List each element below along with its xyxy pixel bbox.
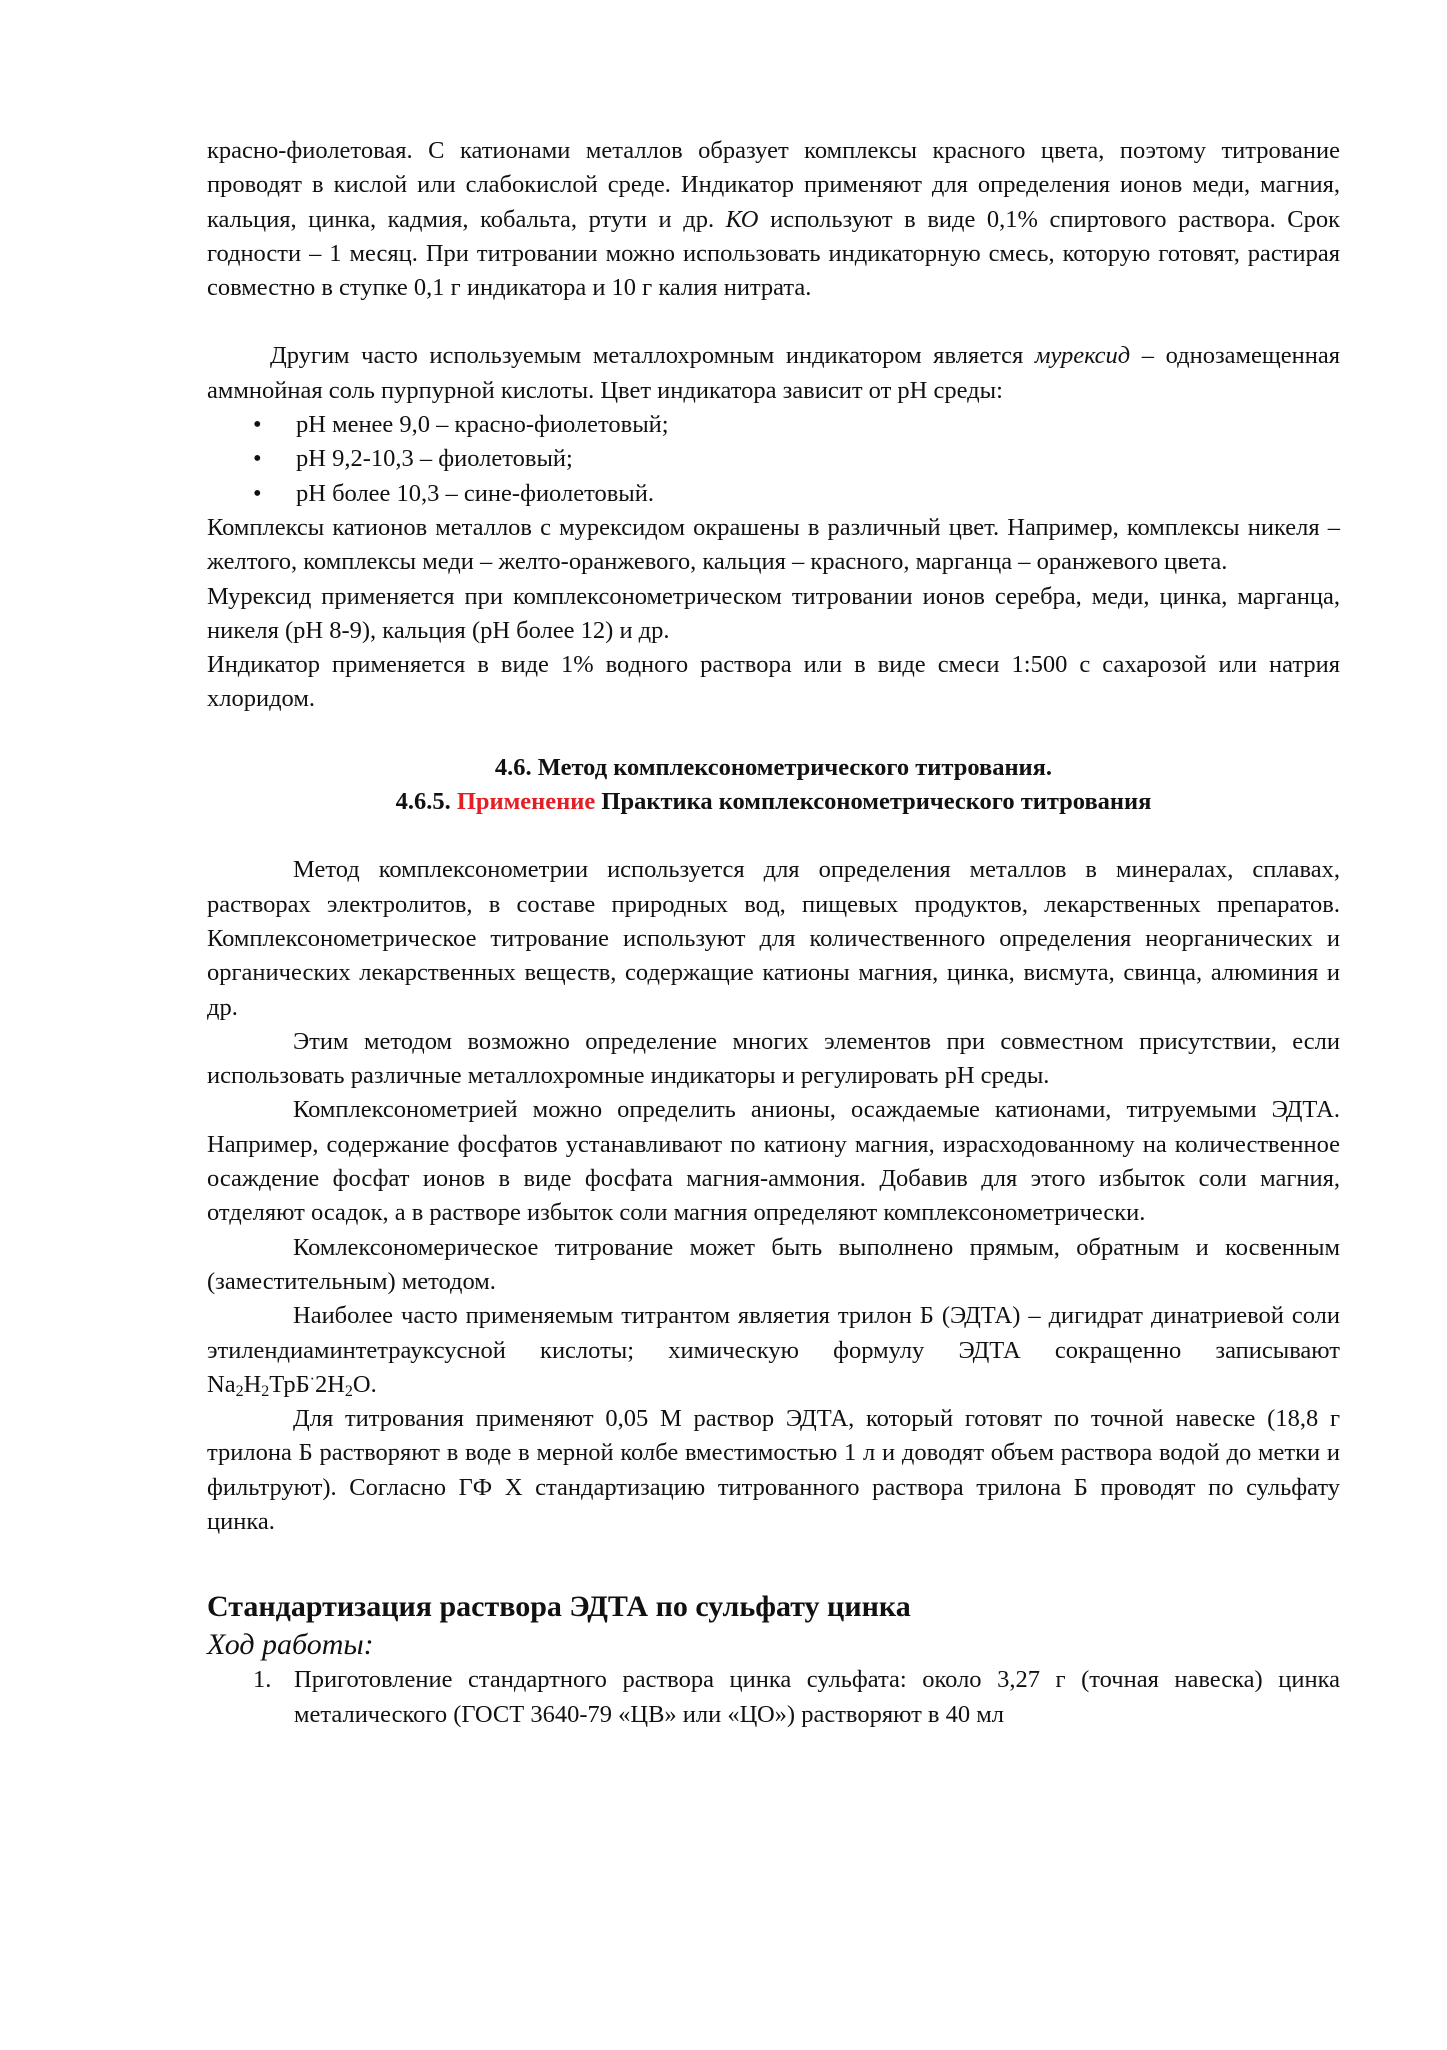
chapter-heading: 4.6. Метод комплексонометрического титрования. [494,753,1053,781]
paragraph-complex-colors: Комплексы катионов металлов с мурексидом окрашены в различный цвет. Например, комплексы никеля – желтого, комплексы меди – желто-оранжевого, кальция – красного, марганца – оранжевого цвета. [207,513,1340,576]
procedure-steps [207,1663,1340,1732]
paragraph-titration-types: Комлексономерическое титрование может быть выполнено прямым, обратным и косвенным (заместительным) методом. [207,1233,1340,1295]
paragraph-solution-prep: Для титрования применяют 0,05 М раствор ЭДТА, который готовят по точной навеске (18,8 г трилона Б растворяют в воде в мерной колбе вместимостью 1 л и доводят объем раствора водой до метки и фильтруют). Согласно ГФ Х стандартизацию титрованного раствора трилона Б проводят по сульфату цинка. [207,1405,1340,1535]
section-heading: 4.6.5. Применение Практика комплексонометрического титрования [395,788,1152,816]
paragraph-murexide-intro: Другим часто используемым металлохромным индикатором является мурексид – однозамещенная аммнойная соль пурпурной кислоты. Цвет индикатора зависит от рН среды: [207,342,1341,404]
list-item: • рН менее 9,0 – красно-фиолетовый; [253,408,1340,442]
strikethrough-word: Применение [456,788,596,816]
list-item: • рН 9,2-10,3 – фиолетовый; [253,442,1340,476]
document-page [207,134,1340,1732]
ph-color-list [207,408,1340,511]
list-item: • рН более 10,3 – сине-фиолетовый. [253,477,1340,511]
paragraph-joint-presence: Этим методом возможно определение многих элементов при совместном присутствии, если использовать различные металлохромные индикаторы и регулировать рН среды. [207,1027,1340,1090]
list-item [253,1663,1340,1732]
paragraph-murexide-use: Мурексид применяется при комплексонометрическом титровании ионов серебра, меди, цинка, марганца, никеля (рН 8-9), кальция (рН более 12) и др. [207,582,1340,644]
procedure-subtitle: Ход работы: [207,1628,374,1662]
spacer [207,1539,1340,1587]
paragraph-anions: Комплексонометрией можно определить анионы, осаждаемые катионами, титруемыми ЭДТА. Например, содержание фосфатов устанавливают по катиону магния, израсходованному на количественное осаждение фосфат ионов в виде фосфата магния-аммония. Добавив для этого избыток соли магния, отделяют осадок, а в растворе избыток соли магния определяют комплексонометрически. [207,1096,1340,1227]
spacer [207,819,1340,853]
step-text: Приготовление стандартного раствора цинка сульфата: около 3,27 г (точная навеска) цинка металического (ГОСТ 3640-79 «ЦВ» или «ЦО») растворяют в 40 мл [294,1666,1340,1728]
paragraph-eriochrome: красно-фиолетовая. С катионами металлов образует комплексы красного цвета, поэтому титрование проводят в кислой или слабокислой среде. Индикатор применяют для определения ионов меди, магния, кальция, цинка, кадмия, кобальта, ртути и др. КО используют в виде 0,1% спиртового раствора. Срок годности – 1 месяц. При титровании можно использовать индикаторную смесь, которую готовят, растирая совместно в ступке 0,1 г индикатора и 10 г калия нитрата. [207,137,1341,302]
ko-abbreviation: КО [725,205,759,233]
paragraph-indicator-form: Индикатор применяется в виде 1% водного раствора или в виде смеси 1:500 с сахарозой или натрия хлоридом. [207,651,1340,713]
paragraph-titrant: Наиболее часто применяемым титрантом являетия трилон Б (ЭДТА) – дигидрат динатриевой соли этилендиаминтетрауксусной кислоты; химическую формулу ЭДТА сокращенно записывают $Na_2H_2ТрБ^\cdot 2H_2O$. [207,1302,1340,1400]
standardization-title: Стандартизация раствора ЭДТА по сульфату цинка [207,1590,911,1624]
spacer [207,305,1340,339]
step-number: 1. [253,1666,272,1694]
edta-formula: $Na_2H_2ТрБ^\cdot 2H_2O$. [207,1370,377,1400]
murexide-term: мурексид [1034,342,1131,370]
spacer [207,717,1340,751]
paragraph-method-use: Метод комплексонометрии используется для определения металлов в минералах, сплавах, растворах электролитов, в составе природных вод, пищевых продуктов, лекарственных препаратов. Комплексонометрическое титрование используют для количественного определения неорганических и органических лекарственных веществ, содержащие катионы магния, цинка, висмута, свинца, алюминия и др. [207,856,1340,1021]
